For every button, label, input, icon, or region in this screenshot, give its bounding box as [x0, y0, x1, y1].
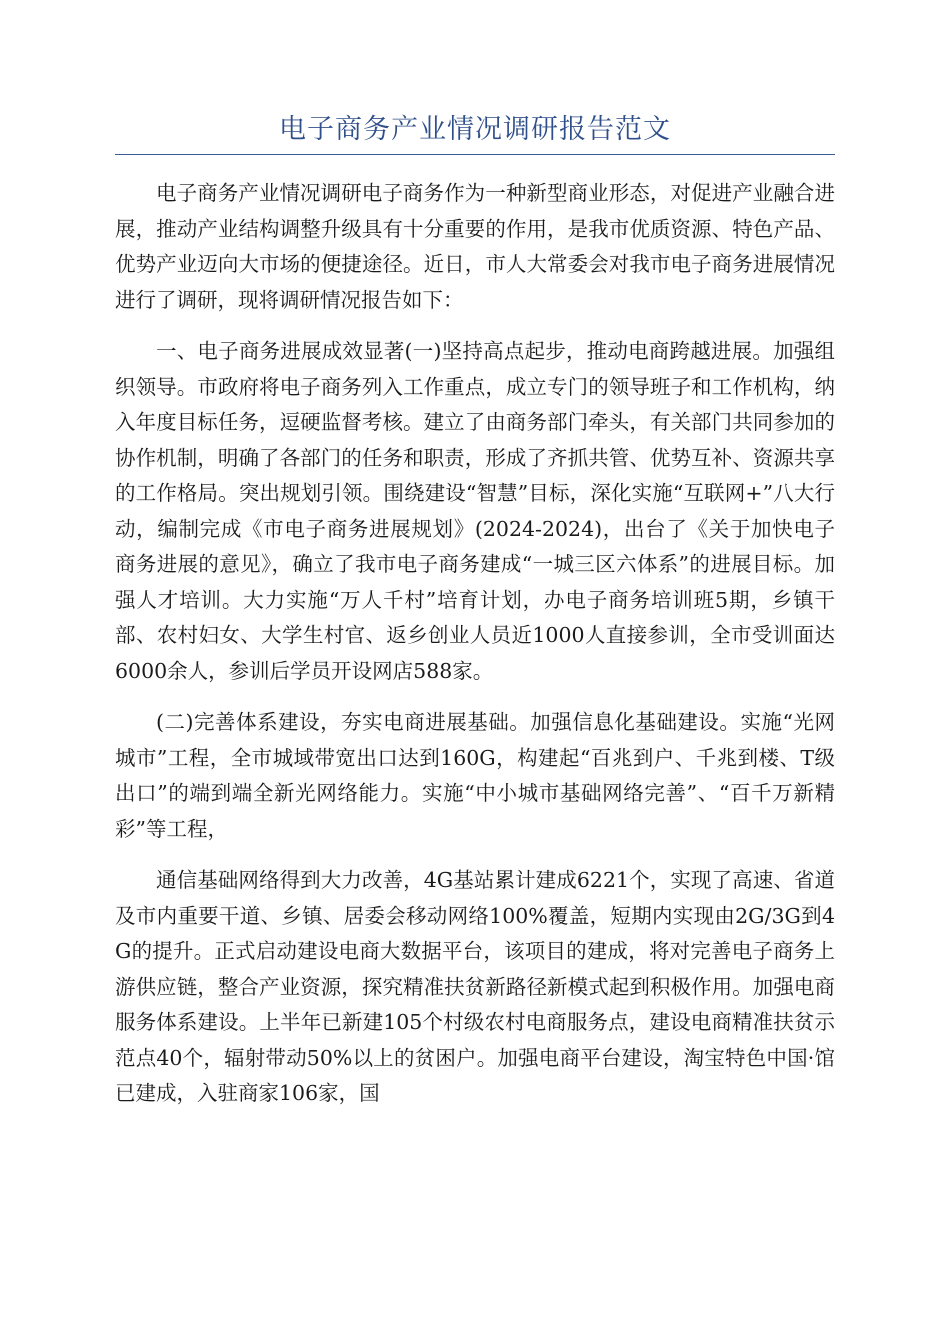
title-underline — [115, 154, 835, 155]
paragraph-section-1: 一、电子商务进展成效显著(一)坚持高点起步，推动电商跨越进展。加强组织领导。市政府将电子商务列入工作重点，成立专门的领导班子和工作机构，纳入年度目标任务，逗硬监督考核。建立了由商务部门牵头，有关部门共同参加的协作机制，明确了各部门的任务和职责，形成了齐抓共管、优势互补、资源共享的工作格局。突出规划引领。围绕建设“智慧”目标，深化实施“互联网+”八大行动，编制完成《市电子商务进展规划》(2024-2024)，出台了《关于加快电子商务进展的意见》，确立了我市电子商务建成“一城三区六体系”的进展目标。加强人才培训。大力实施“万人千村”培育计划，办电子商务培训班5期，乡镇干部、农村妇女、大学生村官、返乡创业人员近1000人直接参训，全市受训面达6000余人，参训后学员开设网店588家。 — [115, 339, 835, 683]
paragraph-intro: 电子商务产业情况调研电子商务作为一种新型商业形态，对促进产业融合进展，推动产业结构调整升级具有十分重要的作用，是我市优质资源、特色产品、优势产业迈向大市场的便捷途径。近日，市人大常委会对我市电子商务进展情况进行了调研，现将调研情况报告如下： — [115, 181, 835, 312]
paragraph-section-2: (二)完善体系建设，夯实电商进展基础。加强信息化基础建设。实施“光网城市”工程，全市城域带宽出口达到160G，构建起“百兆到户、千兆到楼、T级出口”的端到端全新光网络能力。实施“中小城市基础网络完善”、“百千万新精彩”等工程， — [115, 710, 835, 841]
paragraph-section-2-continued: 通信基础网络得到大力改善，4G基站累计建成6221个，实现了高速、省道及市内重要干道、乡镇、居委会移动网络100%覆盖，短期内实现由2G/3G到4G的提升。正式启动建设电商大数据平台，该项目的建成，将对完善电子商务上游供应链，整合产业资源，探究精准扶贫新路径新模式起到积极作用。加强电商服务体系建设。上半年已新建105个村级农村电商服务点，建设电商精准扶贫示范点40个，辐射带动50%以上的贫困户。加强电商平台建设，淘宝特色中国·馆已建成，入驻商家106家，国 — [115, 868, 835, 1105]
document-body — [115, 176, 835, 1128]
document-title: 电子商务产业情况调研报告范文 — [279, 114, 671, 145]
